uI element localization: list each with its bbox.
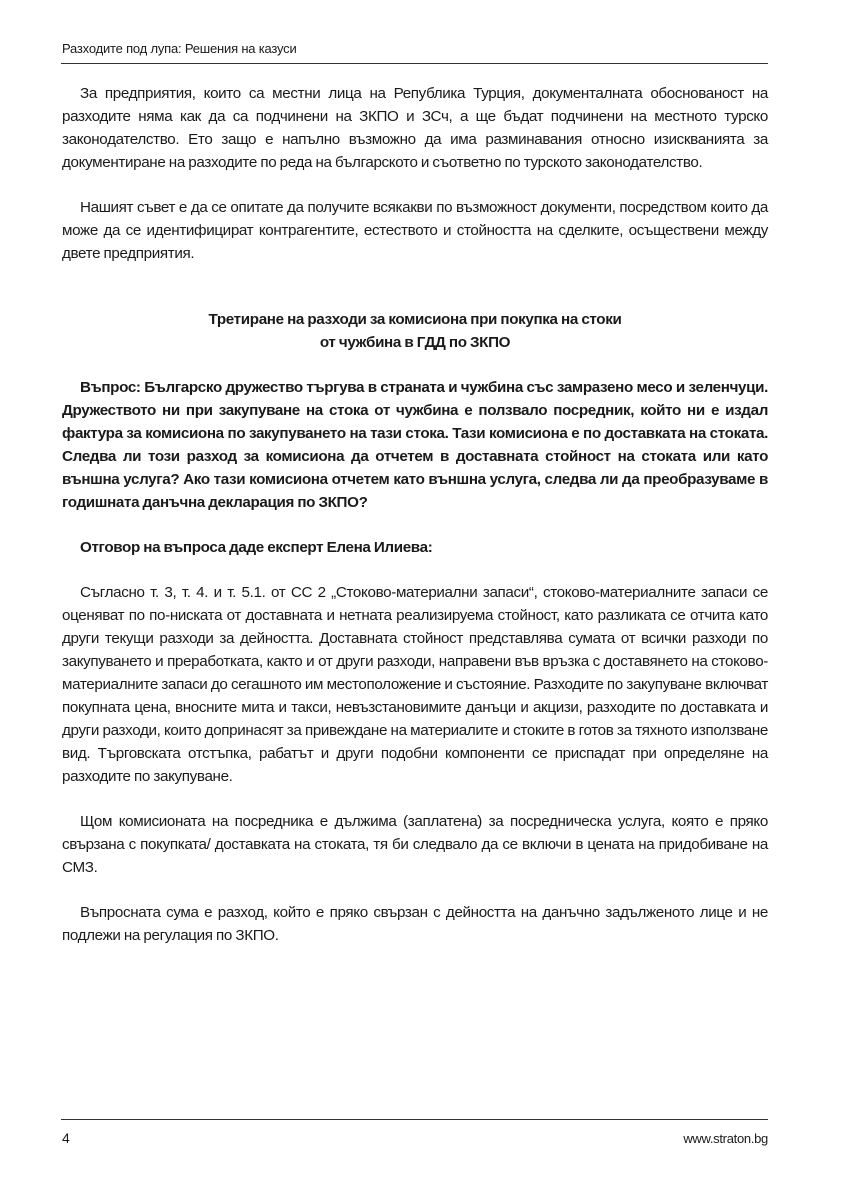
footer-divider	[61, 1119, 768, 1120]
answer-label: Отговор на въпроса даде експерт Елена Илиева:	[80, 539, 433, 556]
paragraph-advice: Нашият съвет е да се опитате да получите всякакви по възможност документи, посредством които да може да се идентифицират контрагентите, естеството и стойността на сделките, осъществени между двете предприятия.	[62, 199, 768, 262]
answer-paragraph-2: Щом комисионата на посредника е дължима (заплатена) за посредническа услуга, която е пряко свързана с покупката/ доставката на стоката, тя би следвало да се включи в цената на придобиване на СМЗ.	[62, 813, 768, 876]
question-paragraph: Въпрос: Българско дружество търгува в страната и чужбина със замразено месо и зеленчуци. Дружеството ни при закупуване на стока от чужбина е ползвало посредник, който ни е издал фактура за комисиона по закупуването на тази стока. Тази комисиона е по доставката на стоката. Следва ли този разход за комисиона да отчетем в доставната стойност на стоката или като външна услуга? Ако тази комисиона отчетем като външна услуга, следва ли да преобразуваме в годишната данъчна декларация по ЗКПО?	[62, 379, 768, 511]
website-link[interactable]: www.straton.bg	[683, 1131, 768, 1146]
section-title-line-1: Третиране на разходи за комисиона при покупка на стоки	[208, 311, 622, 328]
answer-paragraph-1: Съгласно т. 3, т. 4. и т. 5.1. от СС 2 „Стоково-материални запаси“, стоково-материалните запаси се оценяват по по-ниската от доставната и нетната реализируема стойност, като разликата се отчита като други текущи разходи за дейността. Доставната стойност представлява сумата от всички разходи по закупуването и преработката, както и от други разходи, направени във връзка с доставянето на стоково-материалните запаси до сегашното им местоположение и състояние. Разходите по закупуване включват покупната цена, вносните мита и такси, невъзстановимите данъци и акцизи, разходите по доставката и други разходи, които допринасят за привеждане на материалите и стоките в готов за тяхното използване вид. Търговската отстъпка, рабатът и други подобни компоненти се приспадат при определяне на разходите по закупуване.	[62, 584, 768, 785]
section-title-line-2: от чужбина в ГДД по ЗКПО	[319, 334, 511, 351]
answer-paragraph-3: Въпросната сума е разход, който е пряко свързан с дейността на данъчно задълженото лице и не подлежи на регулация по ЗКПО.	[62, 904, 768, 944]
page-body	[62, 74, 768, 947]
page-number: 4	[62, 1130, 70, 1146]
running-header: Разходите под лупа: Решения на казуси	[62, 41, 297, 56]
paragraph-turkey-documentation: За предприятия, които са местни лица на Република Турция, документалната обоснованост на разходите няма как да са подчинени на ЗКПО и ЗСч, а ще бъдат подчинени на местното турско законодателство. Ето защо е напълно възможно да има разминавания относно изискванията за документиране на разходите по реда на българското и съответно по турското законодателство.	[62, 85, 768, 171]
header-divider	[61, 63, 768, 64]
